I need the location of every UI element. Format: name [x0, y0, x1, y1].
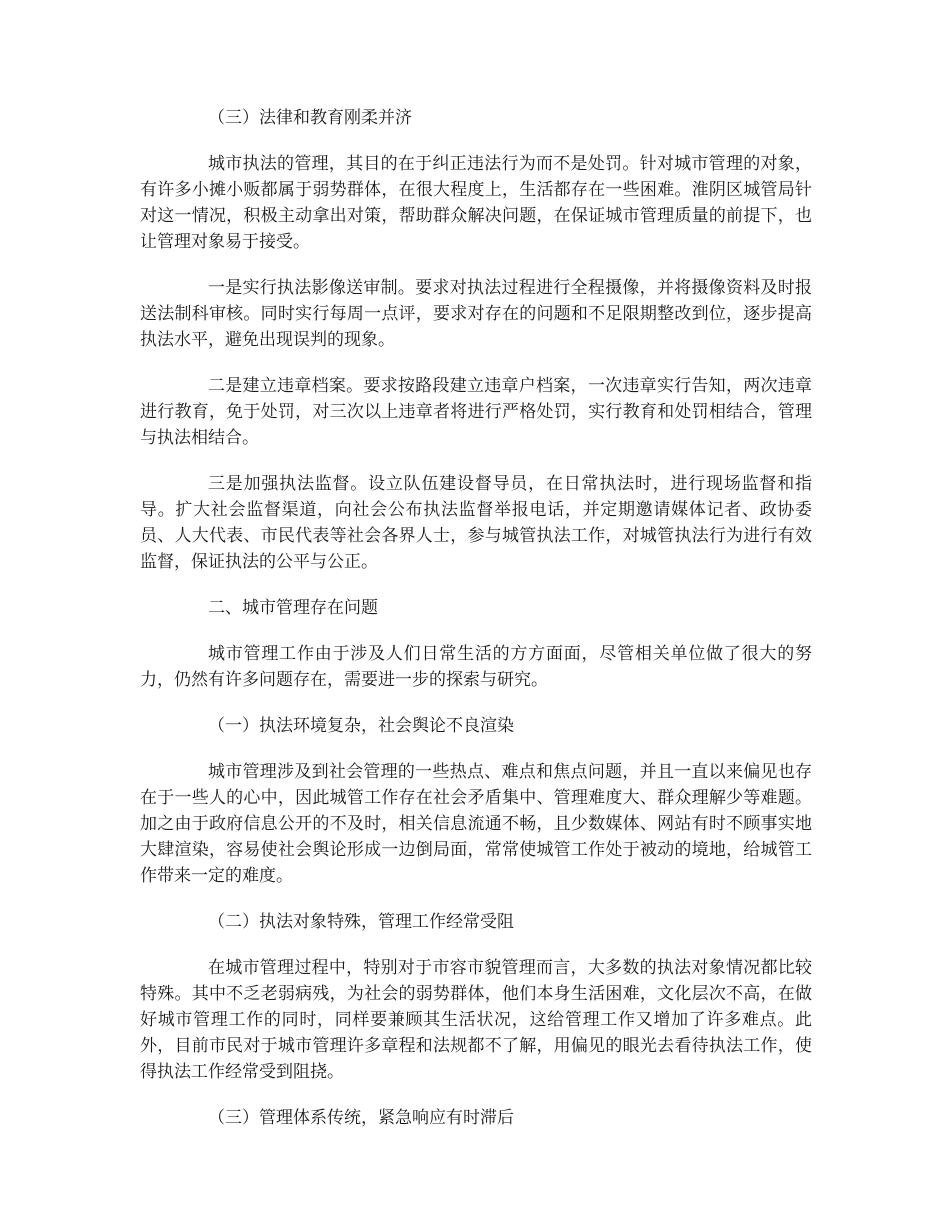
section-heading-2-objects: （二）执法对象特殊，管理工作经常受阻	[208, 912, 514, 932]
paragraph-environment: 城市管理涉及到社会管理的一些热点、难点和焦点问题，并且一直以来偏见也存在于一些人的心中，因此城管工作存在社会矛盾集中、管理难度大、群众理解少等难题。加之由于政府信息公开的不及时，相关信息流通不畅，且少数媒体、网站有时不顾事实地大肆渲染，容易使社会舆论形成一边倒局面，常常使城管工作处于被动的境地，给城管工作带来一定的难度。	[140, 762, 812, 886]
document-page	[140, 105, 812, 1151]
paragraph-objects: 在城市管理过程中，特别对于市容市貌管理而言，大多数的执法对象情况都比较特殊。其中不乏老弱病残，为社会的弱势群体，他们本身生活困难，文化层次不高，在做好城市管理工作的同时，同样要兼顾其生活状况，这给管理工作又增加了许多难点。此外，目前市民对于城市管理许多章程和法规都不了解，用偏见的眼光去看待执法工作，使得执法工作经常受到阻挠。	[140, 958, 812, 1082]
paragraph-measure-1: 一是实行执法影像送审制。要求对执法过程进行全程摄像，并将摄像资料及时报送法制科审核。同时实行每周一点评，要求对存在的问题和不足限期整改到位，逐步提高执法水平，避免出现误判的现象。	[140, 278, 812, 350]
section-heading-3-system: （三）管理体系传统，紧急响应有时滞后	[208, 1108, 514, 1128]
paragraph-measure-3: 三是加强执法监督。设立队伍建设督导员，在日常执法时，进行现场监督和指导。扩大社会监督渠道，向社会公布执法监督举报电话，并定期邀请媒体记者、政协委员、人大代表、市民代表等社会各界人士，参与城管执法工作，对城管执法行为进行有效监督，保证执法的公平与公正。	[140, 474, 812, 572]
paragraph-measure-2: 二是建立违章档案。要求按路段建立违章户档案，一次违章实行告知，两次违章进行教育，免于处罚，对三次以上违章者将进行严格处罚，实行教育和处罚相结合，管理与执法相结合。	[140, 376, 812, 448]
section-heading-3-law-education: （三）法律和教育刚柔并济	[208, 108, 412, 128]
section-heading-1-environment: （一）执法环境复杂，社会舆论不良渲染	[208, 716, 514, 736]
paragraph-problems-intro: 城市管理工作由于涉及人们日常生活的方方面面，尽管相关单位做了很大的努力，仍然有许多问题存在，需要进一步的探索与研究。	[140, 644, 812, 690]
section-heading-2-problems: 二、城市管理存在问题	[208, 598, 378, 618]
paragraph-purpose: 城市执法的管理，其目的在于纠正违法行为而不是处罚。针对城市管理的对象，有许多小摊小贩都属于弱势群体，在很大程度上，生活都存在一些困难。淮阴区城管局针对这一情况，积极主动拿出对策，帮助群众解决问题，在保证城市管理质量的前提下，也让管理对象易于接受。	[140, 154, 812, 252]
